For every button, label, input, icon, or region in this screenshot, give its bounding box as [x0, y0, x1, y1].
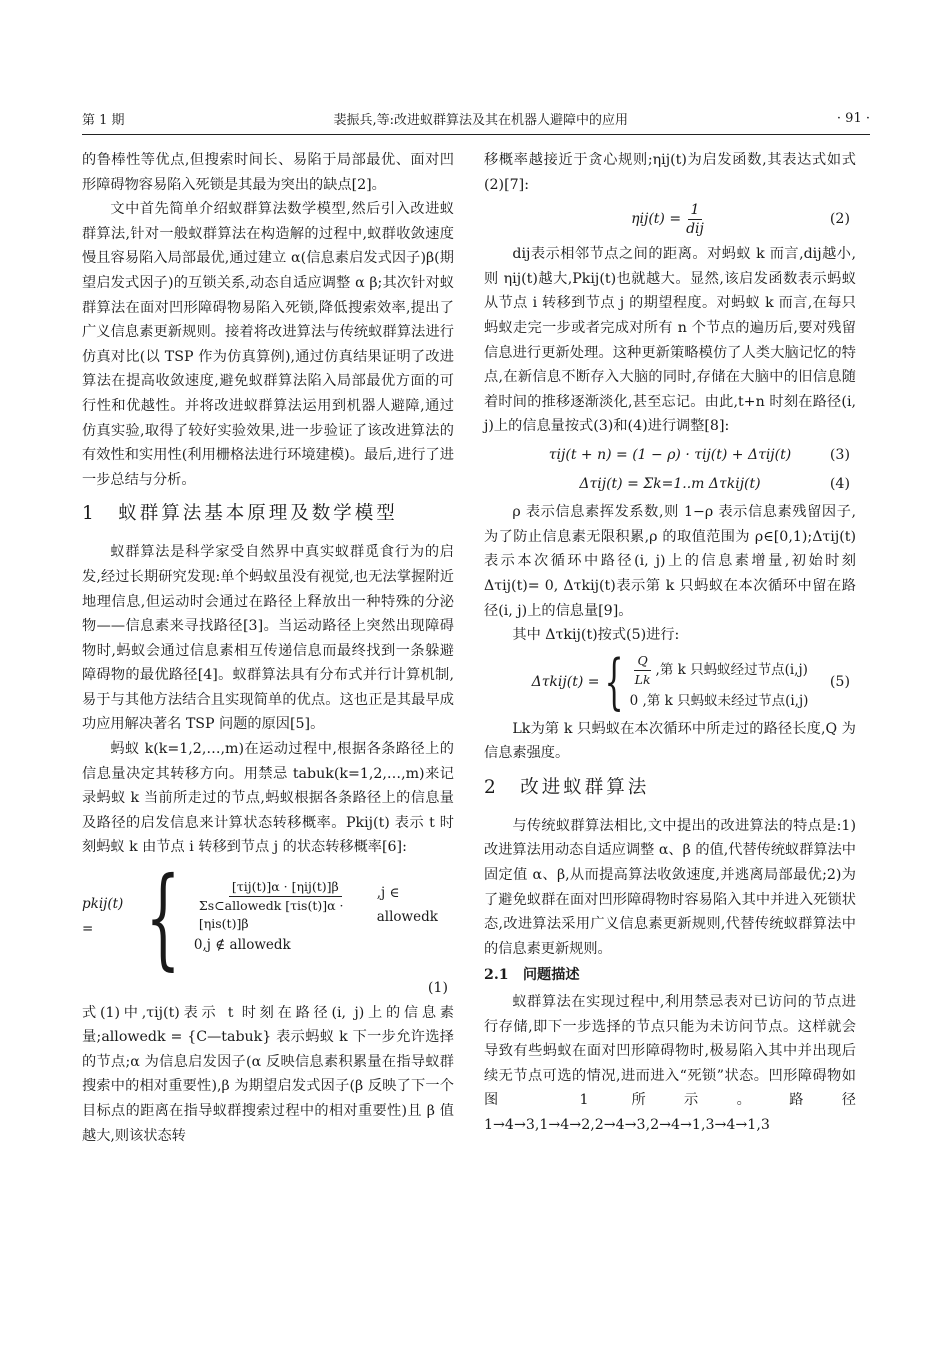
- paragraph: 蚁群算法在实现过程中,利用禁忌表对已访问的节点进行存储,即下一步选择的节点只能为未访问节点。这样就会导致有些蚂蚁在面对凹形障碍物时,极易陷入其中并出现后续无节点可选的情况,进而进入“死锁”状态。凹形障碍物如图 1 所示。路径 1→4→3,1→4→2,2→4→3,2→4→1,3→4→1,3: [484, 994, 856, 1133]
- paragraph: dij表示相邻节点之间的距离。对蚂蚁 k 而言,dij越小,则 ηij(t)越大,Pkij(t)也就越大。显然,该启发函数表示蚂蚁从节点 i 转移到节点 j 的期望程度。对蚂蚁 k 而言,在每只蚂蚁走完一步或者完成对所有 n 个节点的遍历后,要对残留信息进行更新处理。这种更新策略模仿了人类大脑记忆的特点,在新信息不断存入大脑的同时,存储在大脑中的旧信息随着时间的推移逐渐淡化,甚至忘记。由此,t+n 时刻在路径(i, j)上的信息量按式(3)和(4)进行调整[8]:: [484, 246, 856, 435]
- paragraph: 移概率越接近于贪心规则;ηij(t)为启发函数,其表达式如式(2)[7]:: [484, 152, 856, 193]
- equation-5-lhs: Δτkij(t) =: [531, 673, 600, 690]
- paragraph: 蚂蚁 k(k=1,2,…,m)在运动过程中,根据各条路径上的信息量决定其转移方向。用禁忌 tabuk(k=1,2,…,m)来记录蚂蚁 k 当前所走过的节点,蚂蚁根据各条路径上的信息量及路径的启发信息来计算状态转移概率。Pkij(t) 表示 t 时刻蚂蚁 k 由节点 i 转移到节点 j 的状态转移概率[6]:: [82, 741, 454, 856]
- paragraph: ρ 表示信息素挥发系数,则 1−ρ 表示信息素残留因子,为了防止信息素无限积累,ρ 的取值范围为 ρ∈[0,1);Δτij(t)表示本次循环中路径(i, j)上的信息素增量,初始时刻 Δτij(t)= 0, Δτkij(t)表示第 k 只蚂蚁在本次循环中留在路径(i, j)上的信息量[9]。: [484, 504, 856, 619]
- paragraph: 文中首先简单介绍蚁群算法数学模型,然后引入改进蚁群算法,针对一般蚁群算法在构造解的过程中,蚁群收敛速度慢且容易陷入局部最优,通过建立 α(信息素启发式因子)β(期望启发式因子)的互锁关系,动态自适应调整 α β;其次针对蚁群算法在面对凹形障碍物易陷入死锁,降低搜索效率,提出了广义信息素更新规则。接着将改进算法与传统蚁群算法进行仿真对比(以 TSP 作为仿真算例),通过仿真结果证明了改进算法在提高收敛速度,避免蚁群算法陷入局部最优方面的可行性和优越性。并将改进蚁群算法运用到机器人避障,通过仿真实验,取得了较好实验效果,进一步验证了该改进算法的有效性和实用性(利用栅格法进行环境建模)。最后,进行了进一步总结与分析。: [82, 201, 454, 488]
- equation-1: [82, 853, 454, 982]
- section-heading-1: 1 蚁群算法基本原理及数学模型: [82, 503, 398, 525]
- equation-5-numerator: Q: [634, 652, 650, 671]
- equation-1-number: (1): [427, 980, 448, 997]
- equation-3: [484, 443, 856, 468]
- running-header: [82, 107, 870, 129]
- equation-4-body: Δτij(t) = Σk=1..m Δτkij(t): [579, 475, 761, 492]
- equation-5-case-2: 0 ,第 k 只蚂蚁未经过节点(i,j): [629, 692, 809, 709]
- header-rule: [82, 134, 870, 135]
- equation-5-case-1: ,第 k 只蚂蚁经过节点(i,j): [655, 662, 808, 679]
- paragraph: 蚁群算法是科学家受自然界中真实蚁群觅食行为的启发,经过长期研究发现:单个蚂蚁虽没有视觉,也无法掌握附近地理信息,但运动时会通过在路径上释放出一种特殊的分泌物——信息素来寻找路径[3]。当运动路径上突然出现障碍物时,蚂蚁会通过信息素相互传递信息而最终找到一条躲避障碍物的最优路径[4]。蚁群算法具有分布式并行计算机制,易于与其他方法结合且实现简单的优点。这也正是其最早成功应用解决著名 TSP 问题的原因[5]。: [82, 544, 454, 733]
- equation-1-lhs: pkij(t) =: [82, 896, 124, 938]
- issue-number: 第 1 期: [82, 112, 125, 128]
- paragraph: 与传统蚁群算法相比,文中提出的改进算法的特点是:1)改进算法用动态自适应调整 α、β 的值,代替传统蚁群算法中固定值 α、β,从而提高算法收敛速度,并逃离局部最优;2)为了避免蚁群在面对凹形障碍物时容易陷入其中并进入死锁状态,改进算法采用广义信息素更新规则,代替传统蚁群算法中的信息素更新规则。: [484, 817, 856, 957]
- equation-2-lhs: ηij(t) =: [631, 211, 682, 228]
- equation-4: [484, 472, 856, 497]
- equation-5: [484, 647, 856, 718]
- left-brace: {: [605, 647, 625, 718]
- running-title: 裴振兵,等:改进蚁群算法及其在机器人避障中的应用: [333, 112, 628, 128]
- paragraph: 的鲁棒性等优点,但搜索时间长、易陷于局部最优、面对凹形障碍物容易陷入死锁是其最为突出的缺点[2]。: [82, 152, 454, 193]
- paragraph: 式(1)中,τij(t)表示 t 时刻在路径(i, j)上的信息素量;allowedk = {C—tabuk} 表示蚂蚁 k 下一步允许选择的节点;α 为信息启发因子(α 反映信息素积累量在指导蚁群搜索中的相对重要性),β 为期望启发式因子(β 反映了下一个目标点的距离在指导蚁群搜索过程中的相对重要性)且 β 值越大,则该状态转: [82, 1004, 454, 1144]
- equation-2: [484, 201, 856, 238]
- equation-1-case-1: ,j ∈ allowedk: [376, 885, 438, 926]
- equation-1-case-2: 0,j ∉ allowedk: [193, 936, 291, 953]
- right-column: [484, 148, 856, 1138]
- equation-3-number: (3): [829, 446, 850, 463]
- equation-1-denominator: Σs⊂allowedk [τis(t)]α · [ηis(t)]β: [198, 897, 344, 931]
- equation-4-number: (4): [829, 475, 850, 492]
- page-number: · 91 ·: [836, 110, 870, 126]
- paragraph: Lk为第 k 只蚂蚁在本次循环中所走过的路径长度,Q 为信息素强度。: [484, 720, 856, 762]
- equation-1-numerator: [τij(t)]α · [ηij(t)]β: [229, 878, 342, 897]
- equation-2-number: (2): [829, 211, 850, 228]
- equation-5-number: (5): [829, 673, 850, 690]
- equation-5-denominator: Lk: [634, 671, 651, 687]
- subsection-heading-2-1: 2.1 问题描述: [484, 967, 580, 984]
- section-heading-2: 2 改进蚁群算法: [484, 776, 650, 798]
- equation-3-body: τij(t + n) = (1 − ρ) · τij(t) + Δτij(t): [548, 446, 792, 463]
- left-brace: {: [145, 853, 181, 982]
- paragraph: 其中 Δτkij(t)按式(5)进行:: [512, 627, 680, 644]
- left-column: [82, 148, 454, 1148]
- equation-2-numerator: 1: [688, 201, 703, 220]
- equation-2-denominator: dij: [686, 221, 704, 238]
